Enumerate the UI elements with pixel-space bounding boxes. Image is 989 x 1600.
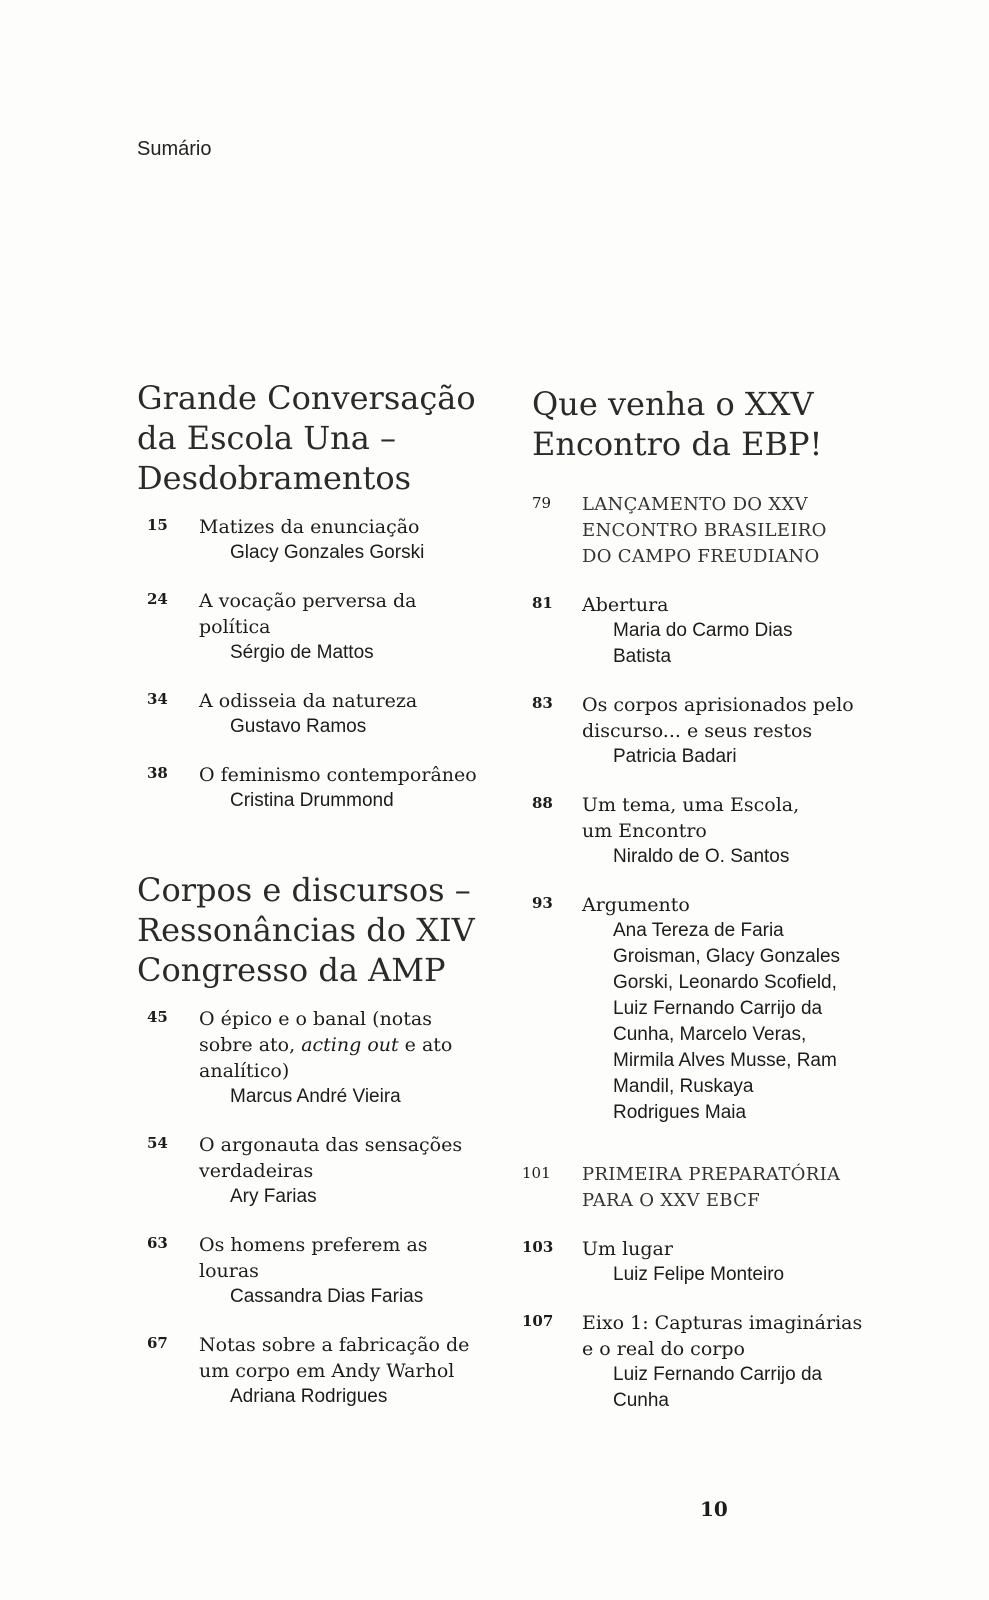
toc-entry[interactable]	[137, 762, 517, 814]
entry-title-part: O épico e o banal (notas sobre ato,	[199, 1008, 432, 1056]
entry-page-number: 101	[522, 1164, 551, 1182]
toc-entry[interactable]	[137, 514, 517, 566]
entry-title	[199, 1006, 459, 1084]
entry-title: Eixo 1: Capturas imaginárias e o real do corpo	[582, 1312, 863, 1360]
toc-entry[interactable]	[522, 1310, 872, 1414]
entry-page-number: 63	[147, 1234, 168, 1252]
section-title: Grande Conversação da Escola Una – Desdobramentos	[137, 379, 476, 497]
entry-title: O feminismo contemporâneo	[199, 764, 477, 786]
entry-title: A odisseia da natureza	[199, 690, 418, 712]
entry-author: Adriana Rodrigues	[230, 1386, 388, 1407]
toc-entry[interactable]	[532, 892, 872, 1126]
entry-title: Notas sobre a fabricação de um corpo em Andy Warhol	[199, 1334, 470, 1382]
toc-entry[interactable]	[137, 1332, 517, 1410]
toc-entry[interactable]	[137, 1132, 517, 1210]
entry-page-number: 34	[147, 690, 168, 708]
section-title: Que venha o XXV Encontro da EBP!	[532, 385, 823, 463]
section-title: Corpos e discursos – Ressonâncias do XIV Congresso da AMP	[137, 871, 475, 989]
toc-entry[interactable]	[137, 1232, 517, 1310]
toc-entry[interactable]	[137, 588, 517, 666]
entry-page-number: 88	[532, 794, 553, 812]
entry-title: Matizes da enunciação	[199, 516, 420, 538]
toc-entry[interactable]	[532, 792, 872, 870]
entry-page-number: 81	[532, 594, 553, 612]
entry-author: Glacy Gonzales Gorski	[230, 542, 425, 563]
entry-author: Marcus André Vieira	[230, 1086, 401, 1107]
page-header: Sumário	[137, 138, 212, 160]
entry-title: LANÇAMENTO DO XXV ENCONTRO BRASILEIRO DO CAMPO FREUDIANO	[582, 494, 827, 567]
entry-page-number: 24	[147, 590, 168, 608]
entry-page-number: 79	[532, 494, 552, 512]
entry-title: A vocação perversa da política	[199, 590, 417, 638]
entry-title-part: e ato analítico)	[199, 1034, 453, 1082]
entry-author: Luiz Fernando Carrijo da Cunha	[613, 1364, 823, 1411]
toc-entry[interactable]	[137, 1006, 517, 1110]
entry-page-number: 93	[532, 894, 553, 912]
entry-author: Patricia Badari	[613, 746, 737, 767]
toc-entry[interactable]	[522, 1162, 872, 1214]
right-column	[522, 384, 872, 1436]
entry-title-emphasis: acting out	[301, 1034, 399, 1056]
entry-title: Os corpos aprisionados pelo discurso... e seus restos	[582, 694, 854, 742]
toc-entry[interactable]	[522, 1236, 872, 1288]
entry-page-number: 103	[522, 1238, 554, 1256]
entry-title: Um lugar	[582, 1238, 673, 1260]
entry-title: O argonauta das sensações verdadeiras	[199, 1134, 463, 1182]
entry-page-number: 107	[522, 1312, 554, 1330]
entry-title: Abertura	[582, 594, 669, 616]
entry-author: Luiz Felipe Monteiro	[613, 1264, 785, 1285]
entry-author: Cassandra Dias Farias	[230, 1286, 424, 1307]
entry-author: Gustavo Ramos	[230, 716, 367, 737]
entry-author: Niraldo de O. Santos	[613, 846, 790, 867]
entry-author: Sérgio de Mattos	[230, 642, 374, 663]
entry-page-number: 67	[147, 1334, 168, 1352]
entry-author: Maria do Carmo Dias Batista	[613, 620, 793, 667]
left-column	[137, 378, 517, 1432]
entry-title: Os homens preferem as louras	[199, 1234, 428, 1282]
entry-page-number: 54	[147, 1134, 168, 1152]
entry-page-number: 38	[147, 764, 168, 782]
entry-title: PRIMEIRA PREPARATÓRIA PARA O XXV EBCF	[582, 1164, 841, 1211]
toc-entry[interactable]	[532, 692, 872, 770]
entry-page-number: 45	[147, 1008, 168, 1026]
toc-entry[interactable]	[532, 592, 872, 670]
page-folio: 10	[700, 1497, 728, 1521]
entry-author: Ana Tereza de Faria Groisman, Glacy Gonzales Gorski, Leonardo Scofield, Luiz Fernando Carrijo da Cunha, Marcelo Veras, Mirmila Alves Musse, Ram Mandil, Ruskaya Rodrigues Maia	[613, 920, 841, 1123]
toc-entry[interactable]	[137, 688, 517, 740]
entry-title: Um tema, uma Escola, um Encontro	[582, 794, 800, 842]
entry-author: Cristina Drummond	[230, 790, 394, 811]
entry-page-number: 15	[147, 516, 168, 534]
entry-title: Argumento	[582, 894, 690, 916]
entry-page-number: 83	[532, 694, 553, 712]
toc-entry[interactable]	[532, 492, 872, 570]
entry-author: Ary Farias	[230, 1186, 317, 1207]
